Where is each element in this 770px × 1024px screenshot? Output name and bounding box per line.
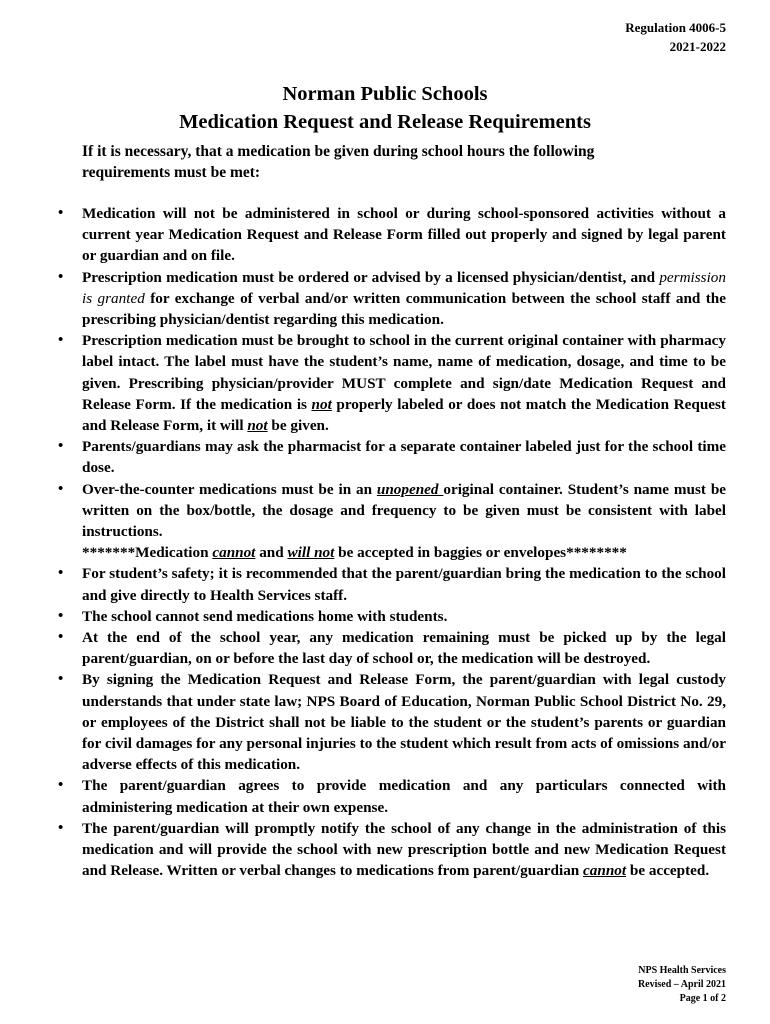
intro-text: If it is necessary, that a medication be given during school hours the following requirements must be met: — [82, 143, 595, 181]
document-title — [0, 80, 770, 136]
underlined-word: cannot — [212, 544, 256, 562]
underlined-word: will not — [287, 544, 335, 562]
requirement-item: • Parents/guardians may ask the pharmacist for a separate container labeled just for the school time dose. — [0, 436, 770, 478]
requirement-item: • Prescription medication must be ordered or advised by a licensed physician/dentist, and permission is granted for exchange of verbal and/or written communication between the school staff and the prescribing physician/dentist regarding this medication. — [0, 267, 770, 331]
underlined-word: not — [311, 395, 332, 413]
school-year: 2021-2022 — [669, 39, 726, 54]
requirement-item: • The school cannot send medications home with students. — [0, 606, 770, 627]
requirement-item: • Prescription medication must be brought to school in the current original container with pharmacy label intact. The label must have the student’s name, name of medication, dosage, and time to be given. Prescribing physician/provider MUST complete and sign/date Medication Request and Release Form. If the medication is not properly labeled or does not match the Medication Request and Release Form, it will not be given. — [0, 330, 770, 436]
page-footer — [638, 964, 726, 1006]
requirement-item: • By signing the Medication Request and Release Form, the parent/guardian with legal custody understands that under state law; NPS Board of Education, Norman Public School District No. 29, or employees of the District shall not be liable to the student or the student’s parents or guardian for civil damages for any personal injuries to the student which result from acts of omissions and/or adverse effects of this medication. — [0, 669, 770, 775]
requirement-item: • Medication will not be administered in school or during school-sponsored activities without a current year Medication Request and Release Form filled out properly and signed by legal parent or guardian and on file. — [0, 203, 770, 267]
footer-dept: NPS Health Services — [638, 965, 726, 976]
footer-revised: Revised – April 2021 — [637, 979, 726, 990]
regulation-number: Regulation 4006-5 — [625, 20, 726, 35]
requirements-list — [0, 203, 770, 882]
doc-title: Medication Request and Release Requirements — [179, 111, 591, 133]
regulation-header — [625, 18, 726, 56]
underlined-word: cannot — [583, 862, 627, 880]
requirement-item: • The parent/guardian will promptly notify the school of any change in the administration of this medication and will provide the school with new prescription bottle and new Medication Request and Release. Written or verbal changes to medications from parent/guardian cannot be accepted. — [0, 818, 770, 882]
requirement-item: • The parent/guardian agrees to provide medication and any particulars connected with administering medication at their own expense. — [0, 775, 770, 817]
underlined-word: unopened — [376, 480, 444, 498]
page-number: Page 1 of 2 — [679, 993, 726, 1004]
requirement-item: • Over-the-counter medications must be in an unopened original container. Student’s name must be written on the box/bottle, the dosage and frequency to be given must be consistent with label instructions. — [0, 479, 770, 543]
italic-phrase: permission is granted — [82, 268, 726, 307]
org-title: Norman Public Schools — [282, 83, 488, 105]
underlined-word: not — [247, 417, 268, 435]
warning-line: *******Medication cannot and will not be accepted in baggies or envelopes******** — [82, 544, 627, 562]
requirement-item: • At the end of the school year, any medication remaining must be picked up by the legal parent/guardian, on or before the last day of school or, the medication will be destroyed. — [0, 627, 770, 669]
requirement-item: • For student’s safety; it is recommended that the parent/guardian bring the medication to the school and give directly to Health Services staff. — [0, 563, 770, 605]
